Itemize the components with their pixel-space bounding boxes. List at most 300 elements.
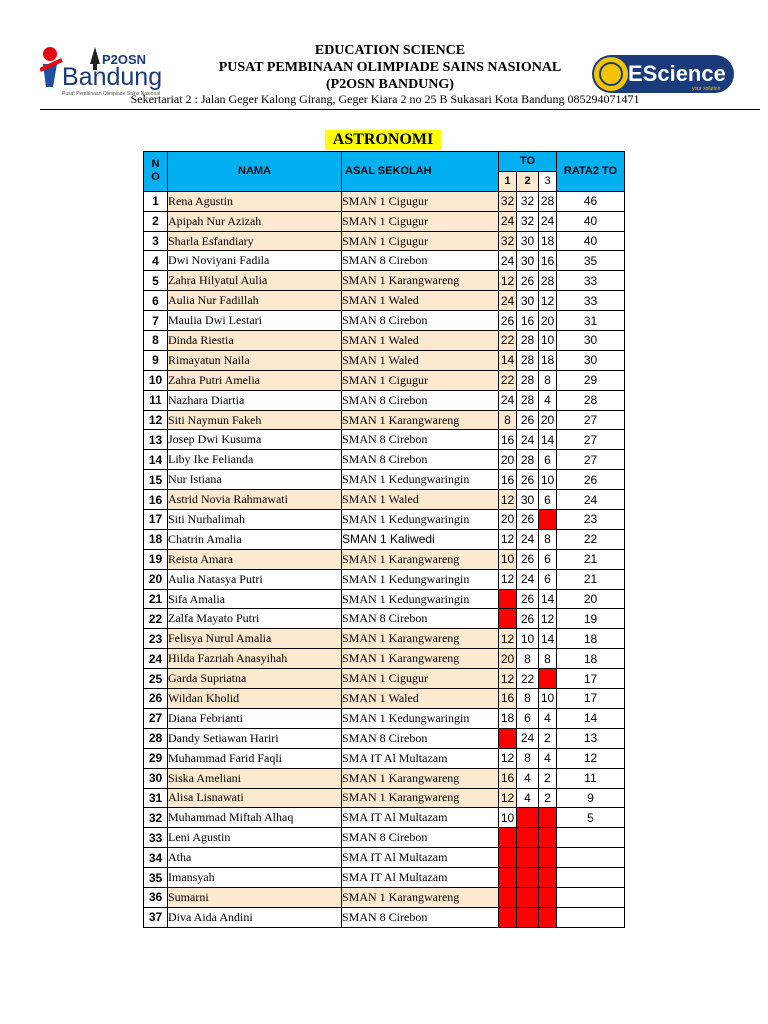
school-name: SMAN 1 Kaliwedi xyxy=(342,529,499,549)
score-to-3 xyxy=(539,868,557,888)
row-number: 33 xyxy=(144,828,168,848)
logo-text-sub: Pusat Pembinaan Olimpiade Sains Nasional xyxy=(62,91,161,97)
score-to-3: 8 xyxy=(539,370,557,390)
school-name: SMAN 1 Karangwareng xyxy=(342,768,499,788)
title-line-1: EDUCATION SCIENCE xyxy=(314,43,466,58)
score-to-1: 16 xyxy=(499,768,517,788)
table-row xyxy=(144,828,625,848)
row-number: 6 xyxy=(144,291,168,311)
average-score: 11 xyxy=(557,768,625,788)
student-name: Dinda Riestia xyxy=(168,331,342,351)
score-to-2: 26 xyxy=(517,470,539,490)
row-number: 36 xyxy=(144,887,168,907)
score-to-3 xyxy=(539,828,557,848)
student-name: Hilda Fazriah Anasyihah xyxy=(168,649,342,669)
row-number: 4 xyxy=(144,251,168,271)
score-to-1: 12 xyxy=(499,490,517,510)
score-to-1 xyxy=(499,728,517,748)
score-to-3: 6 xyxy=(539,450,557,470)
score-to-2: 28 xyxy=(517,370,539,390)
score-to-3: 28 xyxy=(539,191,557,211)
table-row xyxy=(144,629,625,649)
score-to-2: 26 xyxy=(517,271,539,291)
score-to-1: 20 xyxy=(499,450,517,470)
score-to-2 xyxy=(517,887,539,907)
student-name: Rimayatun Naila xyxy=(168,350,342,370)
school-name: SMAN 1 Waled xyxy=(342,331,499,351)
score-to-3: 10 xyxy=(539,331,557,351)
title-line-3: (P2OSN BANDUNG) xyxy=(326,77,454,92)
score-to-3 xyxy=(539,669,557,689)
row-number: 30 xyxy=(144,768,168,788)
score-to-2: 28 xyxy=(517,331,539,351)
document-header xyxy=(0,0,768,120)
score-to-3: 10 xyxy=(539,689,557,709)
average-score: 23 xyxy=(557,510,625,530)
escience-logo xyxy=(592,55,734,93)
score-to-1 xyxy=(499,887,517,907)
score-to-1: 24 xyxy=(499,291,517,311)
average-score: 22 xyxy=(557,529,625,549)
school-name: SMAN 1 Kedungwaringin xyxy=(342,510,499,530)
score-to-3 xyxy=(539,907,557,927)
row-number: 3 xyxy=(144,231,168,251)
student-name: Liby Ike Felianda xyxy=(168,450,342,470)
student-name: Sharla Esfandiary xyxy=(168,231,342,251)
school-name: SMAN 1 Karangwareng xyxy=(342,410,499,430)
score-to-3: 4 xyxy=(539,748,557,768)
row-number: 31 xyxy=(144,788,168,808)
table-row xyxy=(144,490,625,510)
table-row xyxy=(144,887,625,907)
row-number: 15 xyxy=(144,470,168,490)
score-to-2: 24 xyxy=(517,529,539,549)
school-name: SMAN 8 Cirebon xyxy=(342,828,499,848)
score-to-2: 28 xyxy=(517,350,539,370)
score-to-2: 30 xyxy=(517,251,539,271)
header-school: ASAL SEKOLAH xyxy=(342,152,499,192)
student-name: Rena Agustin xyxy=(168,191,342,211)
score-to-3 xyxy=(539,510,557,530)
table-row xyxy=(144,370,625,390)
school-name: SMAN 1 Karangwareng xyxy=(342,649,499,669)
score-to-2 xyxy=(517,828,539,848)
score-to-2: 16 xyxy=(517,311,539,331)
score-to-3: 20 xyxy=(539,311,557,331)
score-to-3: 8 xyxy=(539,649,557,669)
school-name: SMAN 1 Kedungwaringin xyxy=(342,708,499,728)
student-name: Chatrin Amalia xyxy=(168,529,342,549)
score-to-3: 6 xyxy=(539,490,557,510)
score-to-1: 24 xyxy=(499,211,517,231)
header-name: NAMA xyxy=(168,152,342,192)
student-name: Nazhara Diartia xyxy=(168,390,342,410)
score-to-3: 12 xyxy=(539,609,557,629)
average-score: 30 xyxy=(557,350,625,370)
score-to-1 xyxy=(499,907,517,927)
row-number: 32 xyxy=(144,808,168,828)
student-name: Maulia Dwi Lestari xyxy=(168,311,342,331)
average-score: 35 xyxy=(557,251,625,271)
score-to-3: 4 xyxy=(539,390,557,410)
score-to-2: 24 xyxy=(517,430,539,450)
row-number: 18 xyxy=(144,529,168,549)
score-to-2: 8 xyxy=(517,689,539,709)
score-to-1 xyxy=(499,589,517,609)
average-score xyxy=(557,828,625,848)
school-name: SMAN 8 Cirebon xyxy=(342,311,499,331)
student-name: Astrid Novia Rahmawati xyxy=(168,490,342,510)
average-score: 14 xyxy=(557,708,625,728)
average-score: 19 xyxy=(557,609,625,629)
score-to-1: 18 xyxy=(499,708,517,728)
school-name: SMAN 1 Karangwareng xyxy=(342,549,499,569)
score-to-2: 32 xyxy=(517,191,539,211)
row-number: 10 xyxy=(144,370,168,390)
header-avg: RATA2 TO xyxy=(557,152,625,192)
score-to-1: 12 xyxy=(499,569,517,589)
student-name: Sumarni xyxy=(168,887,342,907)
average-score xyxy=(557,907,625,927)
score-to-1: 26 xyxy=(499,311,517,331)
school-name: SMAN 1 Cigugur xyxy=(342,669,499,689)
school-name: SMAN 8 Cirebon xyxy=(342,728,499,748)
row-number: 12 xyxy=(144,410,168,430)
student-name: Diva Aida Andini xyxy=(168,907,342,927)
table-row xyxy=(144,768,625,788)
score-to-3: 8 xyxy=(539,529,557,549)
score-to-3: 6 xyxy=(539,569,557,589)
average-score: 31 xyxy=(557,311,625,331)
score-to-1: 8 xyxy=(499,410,517,430)
score-to-1: 12 xyxy=(499,271,517,291)
average-score: 28 xyxy=(557,390,625,410)
score-to-1: 20 xyxy=(499,510,517,530)
student-name: Siti Naymun Fakeh xyxy=(168,410,342,430)
average-score: 26 xyxy=(557,470,625,490)
school-name: SMAN 1 Karangwareng xyxy=(342,271,499,291)
average-score: 21 xyxy=(557,549,625,569)
school-name: SMAN 1 Karangwareng xyxy=(342,629,499,649)
score-to-2: 26 xyxy=(517,410,539,430)
student-name: Zahra Hilyatul Aulia xyxy=(168,271,342,291)
student-name: Zalfa Mayato Putri xyxy=(168,609,342,629)
average-score: 24 xyxy=(557,490,625,510)
score-to-3: 2 xyxy=(539,788,557,808)
table-row xyxy=(144,251,625,271)
score-to-3: 18 xyxy=(539,231,557,251)
score-to-2: 24 xyxy=(517,569,539,589)
score-to-3 xyxy=(539,808,557,828)
school-name: SMAN 1 Cigugur xyxy=(342,211,499,231)
student-name: Siska Ameliani xyxy=(168,768,342,788)
student-name: Dandy Setiawan Hariri xyxy=(168,728,342,748)
school-name: SMAN 1 Waled xyxy=(342,350,499,370)
average-score: 30 xyxy=(557,331,625,351)
row-number: 35 xyxy=(144,868,168,888)
table-row xyxy=(144,549,625,569)
average-score: 27 xyxy=(557,450,625,470)
score-to-2: 28 xyxy=(517,450,539,470)
student-name: Siti Nurhalimah xyxy=(168,510,342,530)
average-score: 9 xyxy=(557,788,625,808)
score-to-1: 14 xyxy=(499,350,517,370)
score-to-1: 12 xyxy=(499,529,517,549)
table-header xyxy=(144,152,625,192)
score-to-2: 26 xyxy=(517,510,539,530)
score-to-2: 8 xyxy=(517,748,539,768)
average-score: 29 xyxy=(557,370,625,390)
header-divider xyxy=(40,109,760,110)
table-row xyxy=(144,470,625,490)
row-number: 22 xyxy=(144,609,168,629)
table-row xyxy=(144,211,625,231)
row-number: 5 xyxy=(144,271,168,291)
student-name: Reista Amara xyxy=(168,549,342,569)
row-number: 14 xyxy=(144,450,168,470)
average-score: 18 xyxy=(557,649,625,669)
school-name: SMAN 8 Cirebon xyxy=(342,251,499,271)
score-to-1 xyxy=(499,828,517,848)
school-name: SMAN 1 Waled xyxy=(342,490,499,510)
student-name: Josep Dwi Kusuma xyxy=(168,430,342,450)
header-no-label: N O xyxy=(151,158,160,184)
table-row xyxy=(144,529,625,549)
student-name: Atha xyxy=(168,848,342,868)
row-number: 21 xyxy=(144,589,168,609)
school-name: SMAN 1 Cigugur xyxy=(342,191,499,211)
student-name: Aulia Nur Fadillah xyxy=(168,291,342,311)
score-to-2 xyxy=(517,848,539,868)
table-row xyxy=(144,689,625,709)
score-to-3: 16 xyxy=(539,251,557,271)
address-line: Sekertariat 2 : Jalan Geger Kalong Girang, Geger Kiara 2 no 25 B Sukasari Kota Bandung 085294071471 xyxy=(130,92,640,106)
school-name: SMAN 1 Cigugur xyxy=(342,370,499,390)
student-name: Imansyah xyxy=(168,868,342,888)
school-name: SMAN 1 Karangwareng xyxy=(342,788,499,808)
score-to-2: 8 xyxy=(517,649,539,669)
score-to-2: 32 xyxy=(517,211,539,231)
score-to-2: 26 xyxy=(517,589,539,609)
header-to: TO xyxy=(499,152,557,172)
row-number: 23 xyxy=(144,629,168,649)
row-number: 37 xyxy=(144,907,168,927)
average-score: 12 xyxy=(557,748,625,768)
school-name: SMAN 1 Kedungwaringin xyxy=(342,569,499,589)
table-row xyxy=(144,390,625,410)
header-no xyxy=(144,152,168,192)
row-number: 16 xyxy=(144,490,168,510)
student-name: Muhammad Miftah Alhaq xyxy=(168,808,342,828)
school-name: SMAN 1 Karangwareng xyxy=(342,887,499,907)
table-row xyxy=(144,808,625,828)
header-to-1: 1 xyxy=(499,171,517,191)
row-number: 34 xyxy=(144,848,168,868)
score-to-3: 18 xyxy=(539,350,557,370)
logo-text-tagline: your solution xyxy=(692,86,721,92)
student-name: Alisa Lisnawati xyxy=(168,788,342,808)
table-row xyxy=(144,569,625,589)
average-score: 21 xyxy=(557,569,625,589)
table-row xyxy=(144,191,625,211)
average-score: 40 xyxy=(557,231,625,251)
table-row xyxy=(144,510,625,530)
score-to-3: 28 xyxy=(539,271,557,291)
student-name: Zahra Putri Amelia xyxy=(168,370,342,390)
score-to-1 xyxy=(499,848,517,868)
table-row xyxy=(144,271,625,291)
score-to-1: 32 xyxy=(499,231,517,251)
average-score: 46 xyxy=(557,191,625,211)
score-to-1: 16 xyxy=(499,430,517,450)
row-number: 20 xyxy=(144,569,168,589)
row-number: 9 xyxy=(144,350,168,370)
table-row xyxy=(144,868,625,888)
score-to-3: 4 xyxy=(539,708,557,728)
score-to-2: 26 xyxy=(517,549,539,569)
score-to-1: 12 xyxy=(499,788,517,808)
row-number: 1 xyxy=(144,191,168,211)
student-name: Dwi Noviyani Fadila xyxy=(168,251,342,271)
average-score: 40 xyxy=(557,211,625,231)
score-to-2: 26 xyxy=(517,609,539,629)
average-score: 33 xyxy=(557,271,625,291)
average-score: 17 xyxy=(557,669,625,689)
average-score: 5 xyxy=(557,808,625,828)
student-name: Nur Istiana xyxy=(168,470,342,490)
average-score xyxy=(557,868,625,888)
logo-text-bandung: Bandung xyxy=(62,63,163,91)
score-to-2: 6 xyxy=(517,708,539,728)
score-to-2: 30 xyxy=(517,231,539,251)
student-name: Aulia Natasya Putri xyxy=(168,569,342,589)
score-to-1: 16 xyxy=(499,470,517,490)
student-name: Apipah Nur Azizah xyxy=(168,211,342,231)
row-number: 7 xyxy=(144,311,168,331)
score-to-3: 14 xyxy=(539,430,557,450)
score-to-2: 4 xyxy=(517,768,539,788)
score-to-1: 10 xyxy=(499,808,517,828)
school-name: SMAN 8 Cirebon xyxy=(342,390,499,410)
row-number: 26 xyxy=(144,689,168,709)
score-to-3: 14 xyxy=(539,629,557,649)
average-score: 18 xyxy=(557,629,625,649)
table-row xyxy=(144,450,625,470)
row-number: 29 xyxy=(144,748,168,768)
score-to-2 xyxy=(517,907,539,927)
table-row xyxy=(144,231,625,251)
table-row xyxy=(144,708,625,728)
student-name: Diana Febrianti xyxy=(168,708,342,728)
average-score: 13 xyxy=(557,728,625,748)
score-to-1 xyxy=(499,868,517,888)
score-to-1: 12 xyxy=(499,669,517,689)
score-to-2: 30 xyxy=(517,490,539,510)
student-name: Sifa Amalia xyxy=(168,589,342,609)
score-to-1: 10 xyxy=(499,549,517,569)
table-row xyxy=(144,410,625,430)
table-row xyxy=(144,907,625,927)
score-to-3: 10 xyxy=(539,470,557,490)
average-score xyxy=(557,887,625,907)
school-name: SMAN 1 Kedungwaringin xyxy=(342,589,499,609)
score-to-1: 12 xyxy=(499,629,517,649)
school-name: SMAN 8 Cirebon xyxy=(342,907,499,927)
row-number: 8 xyxy=(144,331,168,351)
student-name: Muhammad Farid Faqli xyxy=(168,748,342,768)
score-to-3: 24 xyxy=(539,211,557,231)
score-to-3 xyxy=(539,848,557,868)
school-name: SMAN 1 Waled xyxy=(342,291,499,311)
table-row xyxy=(144,291,625,311)
average-score: 20 xyxy=(557,589,625,609)
average-score: 33 xyxy=(557,291,625,311)
section-title: ASTRONOMI xyxy=(325,130,441,150)
table-row xyxy=(144,430,625,450)
score-to-2: 30 xyxy=(517,291,539,311)
header-to-3: 3 xyxy=(539,171,557,191)
table-row xyxy=(144,609,625,629)
school-name: SMAN 1 Waled xyxy=(342,689,499,709)
score-to-2: 22 xyxy=(517,669,539,689)
score-to-1: 22 xyxy=(499,370,517,390)
score-to-3: 12 xyxy=(539,291,557,311)
score-to-2 xyxy=(517,808,539,828)
table-row xyxy=(144,649,625,669)
row-number: 28 xyxy=(144,728,168,748)
score-to-3: 14 xyxy=(539,589,557,609)
header-to-2: 2 xyxy=(517,171,539,191)
score-to-1 xyxy=(499,609,517,629)
logo-text-p2osn: P2OSN xyxy=(102,52,147,67)
average-score: 17 xyxy=(557,689,625,709)
student-name: Felisya Nurul Amalia xyxy=(168,629,342,649)
score-to-1: 24 xyxy=(499,251,517,271)
row-number: 2 xyxy=(144,211,168,231)
logo-text-escience: EScience xyxy=(628,61,726,86)
row-number: 27 xyxy=(144,708,168,728)
student-name: Leni Agustin xyxy=(168,828,342,848)
document-titles xyxy=(190,42,590,93)
table-row xyxy=(144,350,625,370)
score-to-2 xyxy=(517,868,539,888)
school-name: SMAN 8 Cirebon xyxy=(342,450,499,470)
row-number: 25 xyxy=(144,669,168,689)
table-body xyxy=(144,191,625,927)
score-to-2: 10 xyxy=(517,629,539,649)
student-name: Garda Supriatna xyxy=(168,669,342,689)
average-score: 27 xyxy=(557,430,625,450)
score-to-1: 24 xyxy=(499,390,517,410)
score-to-2: 4 xyxy=(517,788,539,808)
row-number: 24 xyxy=(144,649,168,669)
score-to-1: 12 xyxy=(499,748,517,768)
score-to-2: 28 xyxy=(517,390,539,410)
score-to-3: 2 xyxy=(539,728,557,748)
row-number: 17 xyxy=(144,510,168,530)
table-row xyxy=(144,728,625,748)
table-row xyxy=(144,331,625,351)
score-to-1: 20 xyxy=(499,649,517,669)
row-number: 19 xyxy=(144,549,168,569)
score-to-1: 16 xyxy=(499,689,517,709)
school-name: SMA IT Al Multazam xyxy=(342,848,499,868)
table-row xyxy=(144,748,625,768)
school-name: SMA IT Al Multazam xyxy=(342,808,499,828)
score-to-3 xyxy=(539,887,557,907)
school-name: SMA IT Al Multazam xyxy=(342,748,499,768)
score-to-3: 2 xyxy=(539,768,557,788)
